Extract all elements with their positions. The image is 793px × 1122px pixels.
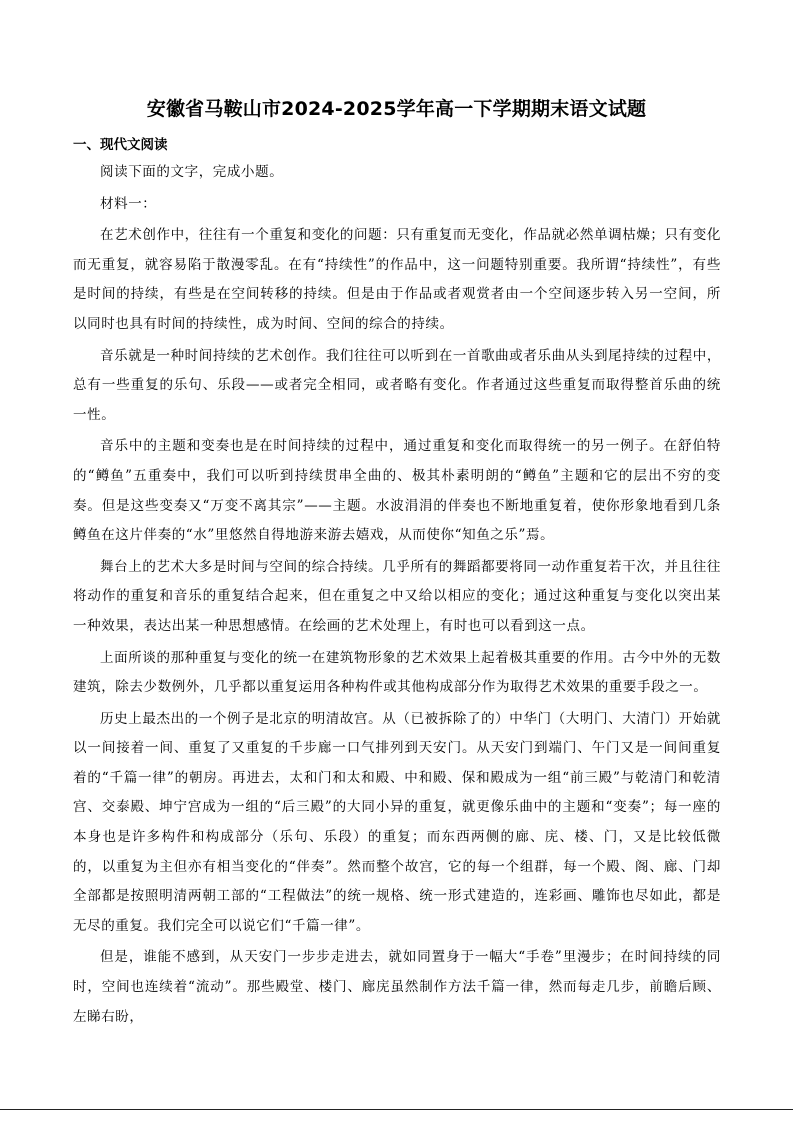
instruction-text: 阅读下面的文字，完成小题。: [100, 164, 284, 180]
paragraph: 舞台上的艺术大多是时间与空间的综合持续。几乎所有的舞蹈都要将同一动作重复若干次，并且往往将动作的重复和音乐的重复结合起来，但在重复之中又给以相应的变化；通过这种重复与变化以突出某一种效果，表达出某一种思想感情。在绘画的艺术处理上，有时也可以看到这一点。: [73, 558, 721, 634]
paragraph: 上面所谈的那种重复与变化的统一在建筑物形象的艺术效果上起着极其重要的作用。古今中外的无数建筑，除去少数例外，几乎都以重复运用各种构件或其他构成部分作为取得艺术效果的重要手段之一。: [73, 649, 721, 696]
section-heading: 一、现代文阅读: [73, 137, 168, 153]
reading-passage: [73, 158, 721, 1034]
paragraph: 历史上最杰出的一个例子是北京的明清故宫。从（已被拆除了的）中华门（大明门、大清门）开始就以一间接着一间、重复了又重复的千步廊一口气排列到天安门。从天安门到端门、午门又是一间间重复着的“千篇一律”的朝房。再进去，太和门和太和殿、中和殿、保和殿成为一组“前三殿”与乾清门和乾清宫、交泰殿、坤宁宫成为一组的“后三殿”的大同小异的重复，就更像乐曲中的主题和“变奏”；每一座的本身也是许多构件和构成部分（乐句、乐段）的重复；而东西两侧的廊、庑、楼、门，又是比较低微的，以重复为主但亦有相当变化的“伴奏”。然而整个故宫，它的每一个组群，每一个殿、阁、廊、门却全部都是按照明清两朝工部的“工程做法”的统一规格、统一形式建造的，连彩画、雕饰也尽如此，都是无尽的重复。我们完全可以说它们“千篇一律”。: [73, 710, 721, 934]
paragraph: 但是，谁能不感到，从天安门一步步走进去，就如同置身于一幅大“手卷”里漫步；在时间持续的同时，空间也连续着“流动”。那些殿堂、楼门、廊庑虽然制作方法千篇一律，然而每走几步，前瞻后顾、左睇右盼，: [73, 949, 721, 1025]
page-bottom-divider: [0, 1109, 793, 1110]
paragraph: 音乐中的主题和变奏也是在时间持续的过程中，通过重复和变化而取得统一的另一例子。在舒伯特的“鳟鱼”五重奏中，我们可以听到持续贯串全曲的、极其朴素明朗的“鳟鱼”主题和它的层出不穷的变奏。但是这些变奏又“万变不离其宗”——主题。水波涓涓的伴奏也不断地重复着，使你形象地看到几条鳟鱼在这片伴奏的“水”里悠然自得地游来游去嬉戏，从而使你“知鱼之乐”焉。: [73, 438, 721, 544]
paragraph: 在艺术创作中，往往有一个重复和变化的问题：只有重复而无变化，作品就必然单调枯燥；只有变化而无重复，就容易陷于散漫零乱。在有“持续性”的作品中，这一问题特别重要。我所谓“持续性”，有些是时间的持续，有些是在空间转移的持续。但是由于作品或者观赏者由一个空间逐步转入另一空间，所以同时也具有时间的持续性，成为时间、空间的综合的持续。: [73, 227, 721, 332]
material-label: 材料一：: [100, 195, 157, 212]
document-title: 安徽省马鞍山市2024-2025学年高一下学期期末语文试题: [146, 98, 647, 120]
paragraph: 音乐就是一种时间持续的艺术创作。我们往往可以听到在一首歌曲或者乐曲从头到尾持续的过程中，总有一些重复的乐句、乐段——或者完全相同，或者略有变化。作者通过这些重复而取得整首乐曲的统一性。: [73, 347, 721, 423]
